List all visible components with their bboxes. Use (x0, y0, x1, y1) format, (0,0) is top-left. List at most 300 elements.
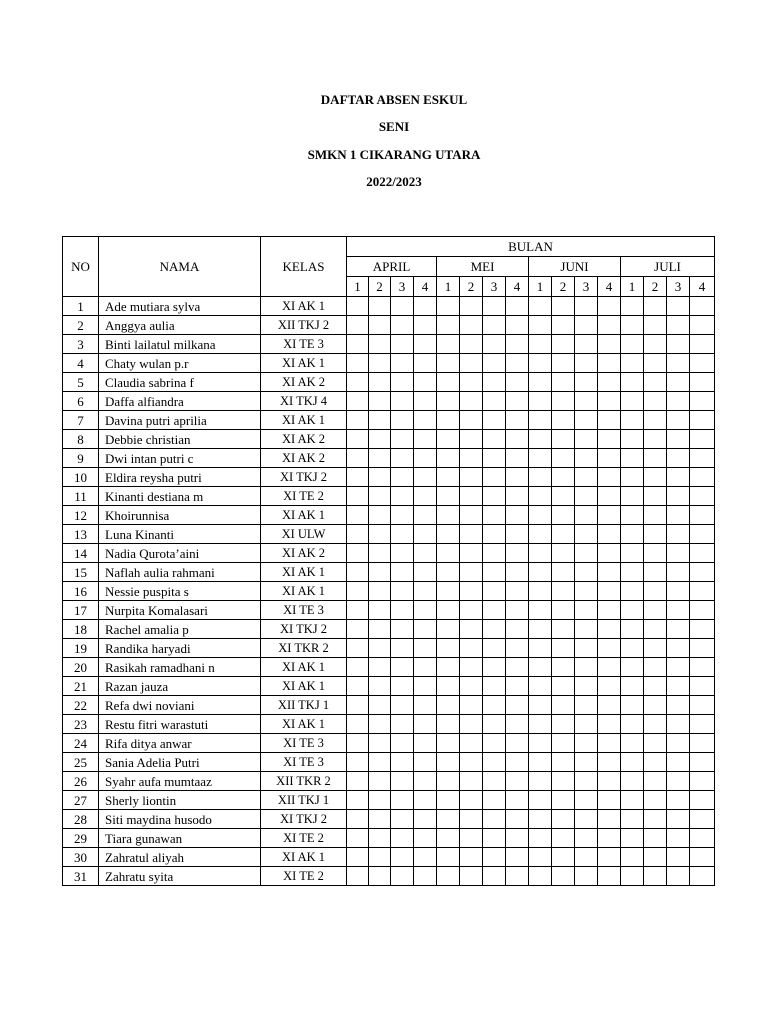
attendance-cell[interactable] (575, 715, 598, 734)
attendance-cell[interactable] (414, 791, 437, 810)
attendance-cell[interactable] (506, 772, 529, 791)
attendance-cell[interactable] (460, 639, 483, 658)
attendance-cell[interactable] (552, 677, 575, 696)
attendance-cell[interactable] (369, 392, 391, 411)
attendance-cell[interactable] (506, 715, 529, 734)
attendance-cell[interactable] (506, 734, 529, 753)
attendance-cell[interactable] (575, 791, 598, 810)
attendance-cell[interactable] (414, 525, 437, 544)
attendance-cell[interactable] (575, 582, 598, 601)
attendance-cell[interactable] (460, 848, 483, 867)
attendance-cell[interactable] (460, 563, 483, 582)
attendance-cell[interactable] (437, 487, 460, 506)
attendance-cell[interactable] (347, 658, 369, 677)
attendance-cell[interactable] (644, 677, 667, 696)
attendance-cell[interactable] (598, 658, 621, 677)
attendance-cell[interactable] (347, 601, 369, 620)
attendance-cell[interactable] (690, 658, 715, 677)
attendance-cell[interactable] (552, 658, 575, 677)
attendance-cell[interactable] (414, 867, 437, 886)
attendance-cell[interactable] (667, 468, 690, 487)
attendance-cell[interactable] (644, 563, 667, 582)
attendance-cell[interactable] (347, 734, 369, 753)
attendance-cell[interactable] (460, 392, 483, 411)
attendance-cell[interactable] (347, 373, 369, 392)
attendance-cell[interactable] (667, 544, 690, 563)
attendance-cell[interactable] (483, 297, 506, 316)
attendance-cell[interactable] (644, 544, 667, 563)
attendance-cell[interactable] (369, 297, 391, 316)
attendance-cell[interactable] (437, 297, 460, 316)
attendance-cell[interactable] (667, 297, 690, 316)
attendance-cell[interactable] (347, 867, 369, 886)
attendance-cell[interactable] (369, 753, 391, 772)
attendance-cell[interactable] (667, 867, 690, 886)
attendance-cell[interactable] (391, 791, 414, 810)
attendance-cell[interactable] (460, 772, 483, 791)
attendance-cell[interactable] (437, 411, 460, 430)
attendance-cell[interactable] (644, 753, 667, 772)
attendance-cell[interactable] (347, 487, 369, 506)
attendance-cell[interactable] (369, 829, 391, 848)
attendance-cell[interactable] (347, 468, 369, 487)
attendance-cell[interactable] (506, 392, 529, 411)
attendance-cell[interactable] (506, 639, 529, 658)
attendance-cell[interactable] (598, 430, 621, 449)
attendance-cell[interactable] (460, 468, 483, 487)
attendance-cell[interactable] (529, 696, 552, 715)
attendance-cell[interactable] (667, 639, 690, 658)
attendance-cell[interactable] (667, 772, 690, 791)
attendance-cell[interactable] (347, 791, 369, 810)
attendance-cell[interactable] (529, 639, 552, 658)
attendance-cell[interactable] (690, 392, 715, 411)
attendance-cell[interactable] (552, 392, 575, 411)
attendance-cell[interactable] (460, 411, 483, 430)
attendance-cell[interactable] (369, 848, 391, 867)
attendance-cell[interactable] (552, 582, 575, 601)
attendance-cell[interactable] (391, 544, 414, 563)
attendance-cell[interactable] (575, 696, 598, 715)
attendance-cell[interactable] (552, 544, 575, 563)
attendance-cell[interactable] (529, 297, 552, 316)
attendance-cell[interactable] (575, 354, 598, 373)
attendance-cell[interactable] (598, 639, 621, 658)
attendance-cell[interactable] (460, 335, 483, 354)
attendance-cell[interactable] (667, 582, 690, 601)
attendance-cell[interactable] (437, 430, 460, 449)
attendance-cell[interactable] (667, 354, 690, 373)
attendance-cell[interactable] (575, 335, 598, 354)
attendance-cell[interactable] (621, 734, 644, 753)
attendance-cell[interactable] (506, 753, 529, 772)
attendance-cell[interactable] (506, 544, 529, 563)
attendance-cell[interactable] (347, 449, 369, 468)
attendance-cell[interactable] (391, 354, 414, 373)
attendance-cell[interactable] (690, 601, 715, 620)
attendance-cell[interactable] (506, 867, 529, 886)
attendance-cell[interactable] (598, 601, 621, 620)
attendance-cell[interactable] (414, 677, 437, 696)
attendance-cell[interactable] (529, 411, 552, 430)
attendance-cell[interactable] (667, 430, 690, 449)
attendance-cell[interactable] (483, 449, 506, 468)
attendance-cell[interactable] (575, 753, 598, 772)
attendance-cell[interactable] (483, 658, 506, 677)
attendance-cell[interactable] (347, 506, 369, 525)
attendance-cell[interactable] (483, 392, 506, 411)
attendance-cell[interactable] (483, 753, 506, 772)
attendance-cell[interactable] (391, 506, 414, 525)
attendance-cell[interactable] (575, 867, 598, 886)
attendance-cell[interactable] (391, 810, 414, 829)
attendance-cell[interactable] (644, 316, 667, 335)
attendance-cell[interactable] (598, 772, 621, 791)
attendance-cell[interactable] (437, 734, 460, 753)
attendance-cell[interactable] (391, 867, 414, 886)
attendance-cell[interactable] (598, 829, 621, 848)
attendance-cell[interactable] (460, 430, 483, 449)
attendance-cell[interactable] (391, 468, 414, 487)
attendance-cell[interactable] (347, 639, 369, 658)
attendance-cell[interactable] (598, 544, 621, 563)
attendance-cell[interactable] (391, 620, 414, 639)
attendance-cell[interactable] (598, 734, 621, 753)
attendance-cell[interactable] (414, 772, 437, 791)
attendance-cell[interactable] (667, 316, 690, 335)
attendance-cell[interactable] (347, 525, 369, 544)
attendance-cell[interactable] (621, 430, 644, 449)
attendance-cell[interactable] (575, 677, 598, 696)
attendance-cell[interactable] (483, 620, 506, 639)
attendance-cell[interactable] (369, 563, 391, 582)
attendance-cell[interactable] (391, 734, 414, 753)
attendance-cell[interactable] (621, 715, 644, 734)
attendance-cell[interactable] (483, 563, 506, 582)
attendance-cell[interactable] (552, 734, 575, 753)
attendance-cell[interactable] (667, 658, 690, 677)
attendance-cell[interactable] (552, 867, 575, 886)
attendance-cell[interactable] (414, 335, 437, 354)
attendance-cell[interactable] (369, 411, 391, 430)
attendance-cell[interactable] (347, 335, 369, 354)
attendance-cell[interactable] (644, 791, 667, 810)
attendance-cell[interactable] (483, 525, 506, 544)
attendance-cell[interactable] (506, 658, 529, 677)
attendance-cell[interactable] (598, 354, 621, 373)
attendance-cell[interactable] (552, 468, 575, 487)
attendance-cell[interactable] (460, 487, 483, 506)
attendance-cell[interactable] (391, 316, 414, 335)
attendance-cell[interactable] (667, 753, 690, 772)
attendance-cell[interactable] (460, 506, 483, 525)
attendance-cell[interactable] (369, 373, 391, 392)
attendance-cell[interactable] (506, 373, 529, 392)
attendance-cell[interactable] (529, 772, 552, 791)
attendance-cell[interactable] (506, 525, 529, 544)
attendance-cell[interactable] (690, 734, 715, 753)
attendance-cell[interactable] (437, 316, 460, 335)
attendance-cell[interactable] (437, 449, 460, 468)
attendance-cell[interactable] (347, 411, 369, 430)
attendance-cell[interactable] (575, 772, 598, 791)
attendance-cell[interactable] (437, 506, 460, 525)
attendance-cell[interactable] (529, 848, 552, 867)
attendance-cell[interactable] (483, 867, 506, 886)
attendance-cell[interactable] (644, 430, 667, 449)
attendance-cell[interactable] (621, 601, 644, 620)
attendance-cell[interactable] (529, 468, 552, 487)
attendance-cell[interactable] (644, 354, 667, 373)
attendance-cell[interactable] (369, 715, 391, 734)
attendance-cell[interactable] (414, 810, 437, 829)
attendance-cell[interactable] (552, 373, 575, 392)
attendance-cell[interactable] (347, 829, 369, 848)
attendance-cell[interactable] (391, 582, 414, 601)
attendance-cell[interactable] (506, 810, 529, 829)
attendance-cell[interactable] (529, 753, 552, 772)
attendance-cell[interactable] (391, 373, 414, 392)
attendance-cell[interactable] (621, 525, 644, 544)
attendance-cell[interactable] (391, 449, 414, 468)
attendance-cell[interactable] (391, 430, 414, 449)
attendance-cell[interactable] (506, 696, 529, 715)
attendance-cell[interactable] (667, 734, 690, 753)
attendance-cell[interactable] (437, 392, 460, 411)
attendance-cell[interactable] (369, 867, 391, 886)
attendance-cell[interactable] (621, 658, 644, 677)
attendance-cell[interactable] (529, 544, 552, 563)
attendance-cell[interactable] (460, 753, 483, 772)
attendance-cell[interactable] (347, 848, 369, 867)
attendance-cell[interactable] (437, 582, 460, 601)
attendance-cell[interactable] (369, 468, 391, 487)
attendance-cell[interactable] (414, 639, 437, 658)
attendance-cell[interactable] (690, 506, 715, 525)
attendance-cell[interactable] (667, 411, 690, 430)
attendance-cell[interactable] (369, 335, 391, 354)
attendance-cell[interactable] (369, 506, 391, 525)
attendance-cell[interactable] (414, 430, 437, 449)
attendance-cell[interactable] (369, 658, 391, 677)
attendance-cell[interactable] (460, 620, 483, 639)
attendance-cell[interactable] (690, 373, 715, 392)
attendance-cell[interactable] (598, 791, 621, 810)
attendance-cell[interactable] (506, 601, 529, 620)
attendance-cell[interactable] (621, 772, 644, 791)
attendance-cell[interactable] (506, 829, 529, 848)
attendance-cell[interactable] (552, 354, 575, 373)
attendance-cell[interactable] (644, 468, 667, 487)
attendance-cell[interactable] (483, 373, 506, 392)
attendance-cell[interactable] (391, 696, 414, 715)
attendance-cell[interactable] (552, 430, 575, 449)
attendance-cell[interactable] (667, 373, 690, 392)
attendance-cell[interactable] (369, 544, 391, 563)
attendance-cell[interactable] (575, 468, 598, 487)
attendance-cell[interactable] (460, 297, 483, 316)
attendance-cell[interactable] (529, 867, 552, 886)
attendance-cell[interactable] (621, 544, 644, 563)
attendance-cell[interactable] (644, 772, 667, 791)
attendance-cell[interactable] (437, 658, 460, 677)
attendance-cell[interactable] (690, 772, 715, 791)
attendance-cell[interactable] (667, 620, 690, 639)
attendance-cell[interactable] (414, 544, 437, 563)
attendance-cell[interactable] (391, 848, 414, 867)
attendance-cell[interactable] (506, 449, 529, 468)
attendance-cell[interactable] (667, 392, 690, 411)
attendance-cell[interactable] (529, 715, 552, 734)
attendance-cell[interactable] (460, 810, 483, 829)
attendance-cell[interactable] (483, 430, 506, 449)
attendance-cell[interactable] (621, 696, 644, 715)
attendance-cell[interactable] (369, 791, 391, 810)
attendance-cell[interactable] (575, 487, 598, 506)
attendance-cell[interactable] (460, 829, 483, 848)
attendance-cell[interactable] (667, 506, 690, 525)
attendance-cell[interactable] (506, 316, 529, 335)
attendance-cell[interactable] (552, 411, 575, 430)
attendance-cell[interactable] (690, 715, 715, 734)
attendance-cell[interactable] (598, 411, 621, 430)
attendance-cell[interactable] (369, 810, 391, 829)
attendance-cell[interactable] (437, 468, 460, 487)
attendance-cell[interactable] (414, 487, 437, 506)
attendance-cell[interactable] (575, 449, 598, 468)
attendance-cell[interactable] (460, 525, 483, 544)
attendance-cell[interactable] (460, 354, 483, 373)
attendance-cell[interactable] (690, 639, 715, 658)
attendance-cell[interactable] (347, 582, 369, 601)
attendance-cell[interactable] (644, 810, 667, 829)
attendance-cell[interactable] (414, 601, 437, 620)
attendance-cell[interactable] (621, 487, 644, 506)
attendance-cell[interactable] (575, 411, 598, 430)
attendance-cell[interactable] (437, 544, 460, 563)
attendance-cell[interactable] (506, 563, 529, 582)
attendance-cell[interactable] (552, 696, 575, 715)
attendance-cell[interactable] (414, 297, 437, 316)
attendance-cell[interactable] (460, 658, 483, 677)
attendance-cell[interactable] (598, 677, 621, 696)
attendance-cell[interactable] (369, 734, 391, 753)
attendance-cell[interactable] (690, 449, 715, 468)
attendance-cell[interactable] (690, 430, 715, 449)
attendance-cell[interactable] (598, 468, 621, 487)
attendance-cell[interactable] (414, 582, 437, 601)
attendance-cell[interactable] (437, 696, 460, 715)
attendance-cell[interactable] (460, 373, 483, 392)
attendance-cell[interactable] (369, 582, 391, 601)
attendance-cell[interactable] (621, 449, 644, 468)
attendance-cell[interactable] (621, 848, 644, 867)
attendance-cell[interactable] (690, 487, 715, 506)
attendance-cell[interactable] (575, 430, 598, 449)
attendance-cell[interactable] (575, 658, 598, 677)
attendance-cell[interactable] (483, 677, 506, 696)
attendance-cell[interactable] (369, 487, 391, 506)
attendance-cell[interactable] (391, 658, 414, 677)
attendance-cell[interactable] (690, 544, 715, 563)
attendance-cell[interactable] (483, 487, 506, 506)
attendance-cell[interactable] (644, 449, 667, 468)
attendance-cell[interactable] (690, 677, 715, 696)
attendance-cell[interactable] (506, 354, 529, 373)
attendance-cell[interactable] (483, 506, 506, 525)
attendance-cell[interactable] (347, 810, 369, 829)
attendance-cell[interactable] (437, 373, 460, 392)
attendance-cell[interactable] (437, 810, 460, 829)
attendance-cell[interactable] (690, 848, 715, 867)
attendance-cell[interactable] (529, 582, 552, 601)
attendance-cell[interactable] (369, 449, 391, 468)
attendance-cell[interactable] (575, 734, 598, 753)
attendance-cell[interactable] (575, 563, 598, 582)
attendance-cell[interactable] (483, 772, 506, 791)
attendance-cell[interactable] (575, 373, 598, 392)
attendance-cell[interactable] (621, 354, 644, 373)
attendance-cell[interactable] (529, 392, 552, 411)
attendance-cell[interactable] (460, 582, 483, 601)
attendance-cell[interactable] (598, 316, 621, 335)
attendance-cell[interactable] (552, 810, 575, 829)
attendance-cell[interactable] (483, 791, 506, 810)
attendance-cell[interactable] (598, 582, 621, 601)
attendance-cell[interactable] (391, 487, 414, 506)
attendance-cell[interactable] (621, 582, 644, 601)
attendance-cell[interactable] (621, 411, 644, 430)
attendance-cell[interactable] (644, 297, 667, 316)
attendance-cell[interactable] (506, 468, 529, 487)
attendance-cell[interactable] (667, 563, 690, 582)
attendance-cell[interactable] (414, 373, 437, 392)
attendance-cell[interactable] (483, 734, 506, 753)
attendance-cell[interactable] (483, 639, 506, 658)
attendance-cell[interactable] (391, 715, 414, 734)
attendance-cell[interactable] (460, 696, 483, 715)
attendance-cell[interactable] (369, 620, 391, 639)
attendance-cell[interactable] (690, 696, 715, 715)
attendance-cell[interactable] (552, 715, 575, 734)
attendance-cell[interactable] (690, 582, 715, 601)
attendance-cell[interactable] (621, 335, 644, 354)
attendance-cell[interactable] (621, 563, 644, 582)
attendance-cell[interactable] (598, 620, 621, 639)
attendance-cell[interactable] (621, 620, 644, 639)
attendance-cell[interactable] (529, 487, 552, 506)
attendance-cell[interactable] (667, 487, 690, 506)
attendance-cell[interactable] (667, 449, 690, 468)
attendance-cell[interactable] (552, 563, 575, 582)
attendance-cell[interactable] (690, 829, 715, 848)
attendance-cell[interactable] (460, 449, 483, 468)
attendance-cell[interactable] (621, 468, 644, 487)
attendance-cell[interactable] (437, 829, 460, 848)
attendance-cell[interactable] (483, 354, 506, 373)
attendance-cell[interactable] (644, 658, 667, 677)
attendance-cell[interactable] (347, 563, 369, 582)
attendance-cell[interactable] (690, 525, 715, 544)
attendance-cell[interactable] (506, 430, 529, 449)
attendance-cell[interactable] (414, 696, 437, 715)
attendance-cell[interactable] (369, 677, 391, 696)
attendance-cell[interactable] (483, 411, 506, 430)
attendance-cell[interactable] (529, 829, 552, 848)
attendance-cell[interactable] (621, 506, 644, 525)
attendance-cell[interactable] (347, 677, 369, 696)
attendance-cell[interactable] (506, 297, 529, 316)
